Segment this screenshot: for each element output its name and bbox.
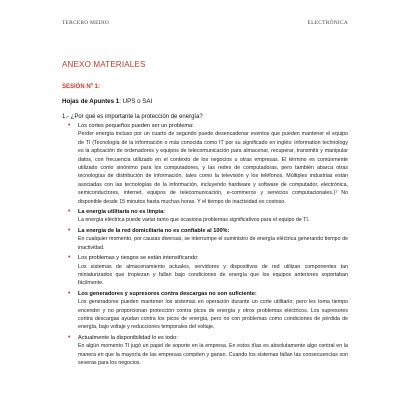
- item-title: Los generadores y supresores contra descargas no son suficiente:: [78, 290, 257, 297]
- notes-sheet-label: Hojas de Apuntes 1: [62, 98, 120, 105]
- item-title: Los problemas y riesgos se están intensificando:: [78, 255, 199, 262]
- item-title: Los cortes pequeños pueden ser un problema:: [78, 123, 194, 129]
- bullet-icon: •: [68, 122, 71, 129]
- list-item: [68, 122, 348, 206]
- bullet-icon: •: [68, 254, 71, 262]
- list-item: [68, 227, 348, 252]
- annex-title: ANEXO MATERIALES: [62, 60, 146, 69]
- header-course: TERCERO MEDIO: [62, 20, 110, 26]
- list-item: [68, 208, 348, 225]
- notes-sheet-topic: : UPS o SAI: [119, 98, 153, 105]
- item-body: Los generadores pueden mantener los sistemas en operación durante un corte utilitario; pero les toma tiempo encender y no proporcionan protección contra picos de energía y otros problemas eléctricos. Los supresores contra descargas ayudan contra los picos de energía, pero no con problemas como condiciones de pérdida de energía, bajo voltaje y reducciones temporales del voltaje.: [78, 299, 348, 331]
- header-subject: ELECTRÓNICA: [307, 20, 348, 26]
- list-item: [68, 334, 348, 368]
- bullet-list: [68, 122, 348, 369]
- item-title: La energía utilitaria no es limpia:: [78, 209, 166, 216]
- session-label: SESIÓN Nº 1:: [62, 84, 100, 90]
- item-title: La energía de la red domiciliaria no es confiable al 100%:: [78, 227, 230, 234]
- item-body: Perder energía incluso por un cuarto de segundo puede desencadenar eventos que pueden mantener el equipo de TI (Tecnología de la información o más conocida como IT por su significado en inglés: information technology es la aplicación de ordenadores y equipos de telecomunicación para almacenar, recuperar, transmitir y manipular datos, con frecuencia utilizado en el contexto de los negocios u otras empresas. El término es comúnmente utilizado como sinónimo para los computadores, y las redes de computadoras, pero también abarca otras tecnologías de distribución de información, tales como la televisión y los teléfonos. Múltiples industrias están asociadas con las tecnologías de la información, incluyendo hardware y software de computador, electrónica, semiconductores, internet, equipos de telecomunicación, e-commerce y servicios computacionales.)¹ No disponible desde 15 minutos hasta muchas horas. Y el tiempo de inactividad es costoso.: [78, 131, 348, 205]
- question-heading: 1.- ¿Por qué es importante la protección de energía?: [62, 114, 203, 120]
- item-title: Actualmente la disponibilidad lo es todo:: [78, 334, 178, 341]
- bullet-icon: •: [68, 226, 71, 234]
- bullet-icon: •: [68, 208, 71, 216]
- list-item: [68, 290, 348, 332]
- item-body: En algún momento TI jugó un papel de soporte en la empresa. En estos días es absolutamente algo central en la manera en que la mayoría de las empresas compiten y ganan. Cuando los sistemas fallan las consecuencias son severas para los negocios.: [78, 343, 348, 366]
- item-body: En cualquier momento, por causas diversas, se interrumpe el suministro de energía eléctrica generando tiempo de inactividad.: [78, 236, 348, 251]
- list-item: [68, 254, 348, 288]
- item-body: La energía eléctrica puede variar tanto que ocasiona problemas significativos para el equipo de TI.: [78, 217, 310, 224]
- bullet-icon: •: [68, 333, 71, 341]
- item-body: Los sistemas de almacenamiento actuales, servidores y dispositivos de red utilizan componentes tan miniaturizados que tropiezan y fallan bajo condiciones de energía que los equipos anteriores soportaban fácilmente.: [78, 263, 348, 287]
- bullet-icon: •: [68, 289, 71, 297]
- notes-sheet-line: [62, 98, 152, 105]
